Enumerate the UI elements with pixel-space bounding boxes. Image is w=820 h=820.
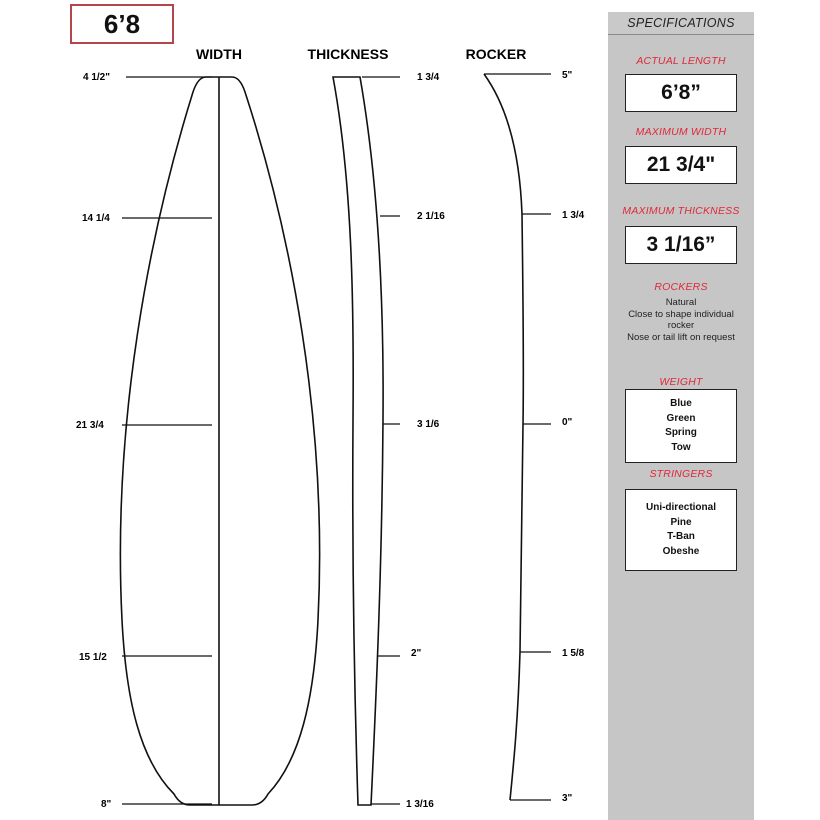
- rockers-label: ROCKERS: [654, 281, 708, 293]
- width-label-12in: 14 1/4: [82, 213, 110, 224]
- rocker-label-12in: 1 3/4: [562, 210, 585, 221]
- stringer-item: Obeshe: [662, 545, 700, 557]
- rockers-note-line: Nose or tail lift on request: [627, 331, 735, 343]
- stringers-list: [625, 489, 737, 571]
- board-width-outline: [120, 77, 319, 805]
- thickness-label-tail: 1 3/16: [406, 799, 434, 810]
- thickness-label-tail-12in: 2": [411, 648, 422, 659]
- width-label-center: 21 3/4: [76, 420, 104, 431]
- weight-item: Blue: [670, 398, 692, 409]
- max-thickness-value: 3 1/16”: [625, 226, 737, 264]
- specifications-panel: [608, 12, 754, 820]
- rocker-label-tail: 3": [562, 793, 573, 804]
- board-size-text: 6’8: [103, 8, 141, 39]
- stringer-item: Uni-directional: [645, 502, 716, 513]
- rocker-label-center: 0": [562, 417, 573, 428]
- thickness-label-center: 3 1/6: [417, 419, 440, 430]
- max-thickness-label: MAXIMUM THICKNESS: [622, 205, 740, 217]
- width-label-nose: 4 1/2": [83, 72, 110, 83]
- rockers-note-line: rocker: [667, 320, 695, 331]
- board-thickness-outline: [333, 77, 383, 805]
- thickness-label-nose: 1 3/4: [417, 72, 440, 83]
- rocker-label-nose: 5": [562, 70, 573, 81]
- rockers-note-line: Close to shape individual: [628, 308, 734, 320]
- rockers-note: [608, 297, 754, 343]
- width-label-tail: 8": [101, 799, 112, 810]
- weight-item: Green: [666, 412, 696, 424]
- max-width-value: 21 3/4": [625, 146, 737, 184]
- weight-label: WEIGHT: [659, 376, 703, 388]
- rocker-label-tail-12in: 1 5/8: [562, 648, 585, 659]
- actual-length-label: ACTUAL LENGTH: [636, 55, 726, 67]
- rocker-curve: [484, 74, 523, 800]
- width-column-header: WIDTH: [196, 46, 242, 62]
- max-width-label: MAXIMUM WIDTH: [635, 126, 727, 138]
- stringer-item: Pine: [670, 516, 692, 528]
- rockers-note-line: Natural: [665, 297, 697, 308]
- thickness-column-header: THICKNESS: [307, 46, 389, 62]
- stringer-item: T-Ban: [667, 531, 695, 542]
- width-label-tail-12in: 15 1/2: [79, 652, 107, 663]
- actual-length-value: 6’8”: [625, 74, 737, 112]
- specifications-title: SPECIFICATIONS: [608, 12, 754, 35]
- stringers-label: STRINGERS: [649, 468, 713, 480]
- weight-item: Spring: [665, 427, 697, 438]
- weight-list: [625, 389, 737, 463]
- rocker-column-header: ROCKER: [465, 46, 527, 62]
- thickness-label-12in: 2 1/16: [417, 211, 445, 222]
- weight-item: Tow: [671, 441, 691, 453]
- board-size-badge: [70, 4, 174, 44]
